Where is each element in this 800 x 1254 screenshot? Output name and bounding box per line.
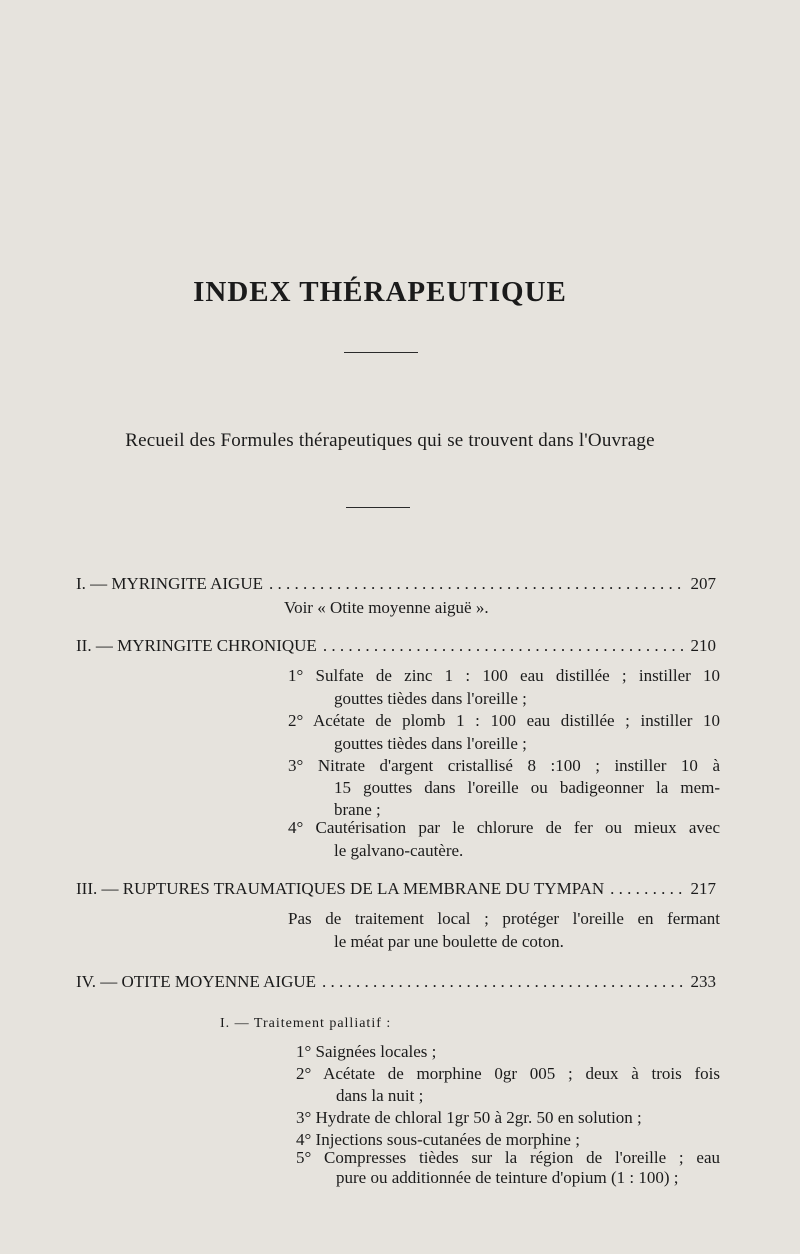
entry-label: II. — MYRINGITE CHRONIQUE — [76, 636, 317, 655]
entry-text: 1° Sulfate de zinc 1 : 100 eau distillée ; instiller 10 — [288, 666, 720, 685]
entry-text: gouttes tièdes dans l'oreille ; — [334, 689, 527, 708]
index-entry-ruptures-traumatiques — [76, 879, 716, 899]
entry-text: gouttes tièdes dans l'oreille ; — [334, 734, 527, 753]
entry-text: le méat par une boulette de coton. — [334, 932, 564, 951]
index-entry-myringite-chronique — [76, 636, 716, 656]
entry-page-number: 217 — [690, 879, 716, 898]
page-subtitle: Recueil des Formules thérapeutiques qui se trouvent dans l'Ouvrage — [125, 430, 655, 451]
entry-text: 15 gouttes dans l'oreille ou badigeonner la mem- — [334, 778, 720, 797]
entry-label: III. — RUPTURES TRAUMATIQUES DE LA MEMBRANE DU TYMPAN — [76, 879, 605, 898]
index-entry-otite-moyenne-aigue — [76, 972, 716, 992]
entry-page-number: 210 — [690, 636, 716, 655]
entry-text: dans la nuit ; — [336, 1086, 424, 1105]
entry-page-number: 233 — [690, 972, 716, 991]
entry-label: IV. — OTITE MOYENNE AIGUE — [76, 972, 317, 991]
entry-text: 2° Acétate de plomb 1 : 100 eau distillée ; instiller 10 — [288, 711, 720, 730]
index-entry-myringite-aigue — [76, 574, 716, 594]
leader-dots — [322, 972, 684, 992]
entry-text: le galvano-cautère. — [334, 841, 464, 860]
page-title: INDEX THÉRAPEUTIQUE — [193, 276, 567, 308]
leader-dots — [610, 879, 684, 899]
entry-text: 3° Hydrate de chloral 1gr 50 à 2gr. 50 en solution ; — [296, 1108, 642, 1127]
entry-text: 3° Nitrate d'argent cristallisé 8 :100 ; instiller 10 à — [288, 756, 720, 775]
subtitle-rule — [346, 507, 410, 508]
entry-text: 4° Injections sous-cutanées de morphine ; — [296, 1130, 580, 1149]
entry-text: Voir « Otite moyenne aiguë ». — [284, 598, 489, 617]
sub-heading: I. — Traitement palliatif : — [220, 1016, 392, 1031]
entry-text: 1° Saignées locales ; — [296, 1042, 437, 1061]
entry-text: pure ou additionnée de teinture d'opium (1 : 100) ; — [336, 1168, 679, 1187]
leader-dots — [323, 636, 685, 656]
entry-text: 5° Compresses tièdes sur la région de l'oreille ; eau — [296, 1148, 720, 1167]
entry-page-number: 207 — [690, 574, 716, 593]
entry-text: brane ; — [334, 800, 381, 819]
entry-text: 4° Cautérisation par le chlorure de fer ou mieux avec — [288, 818, 720, 837]
entry-label: I. — MYRINGITE AIGUE — [76, 574, 263, 593]
leader-dots — [269, 574, 685, 594]
title-rule — [344, 352, 418, 353]
entry-text: Pas de traitement local ; protéger l'oreille en fermant — [288, 909, 720, 928]
entry-text: 2° Acétate de morphine 0gr 005 ; deux à trois fois — [296, 1064, 720, 1083]
